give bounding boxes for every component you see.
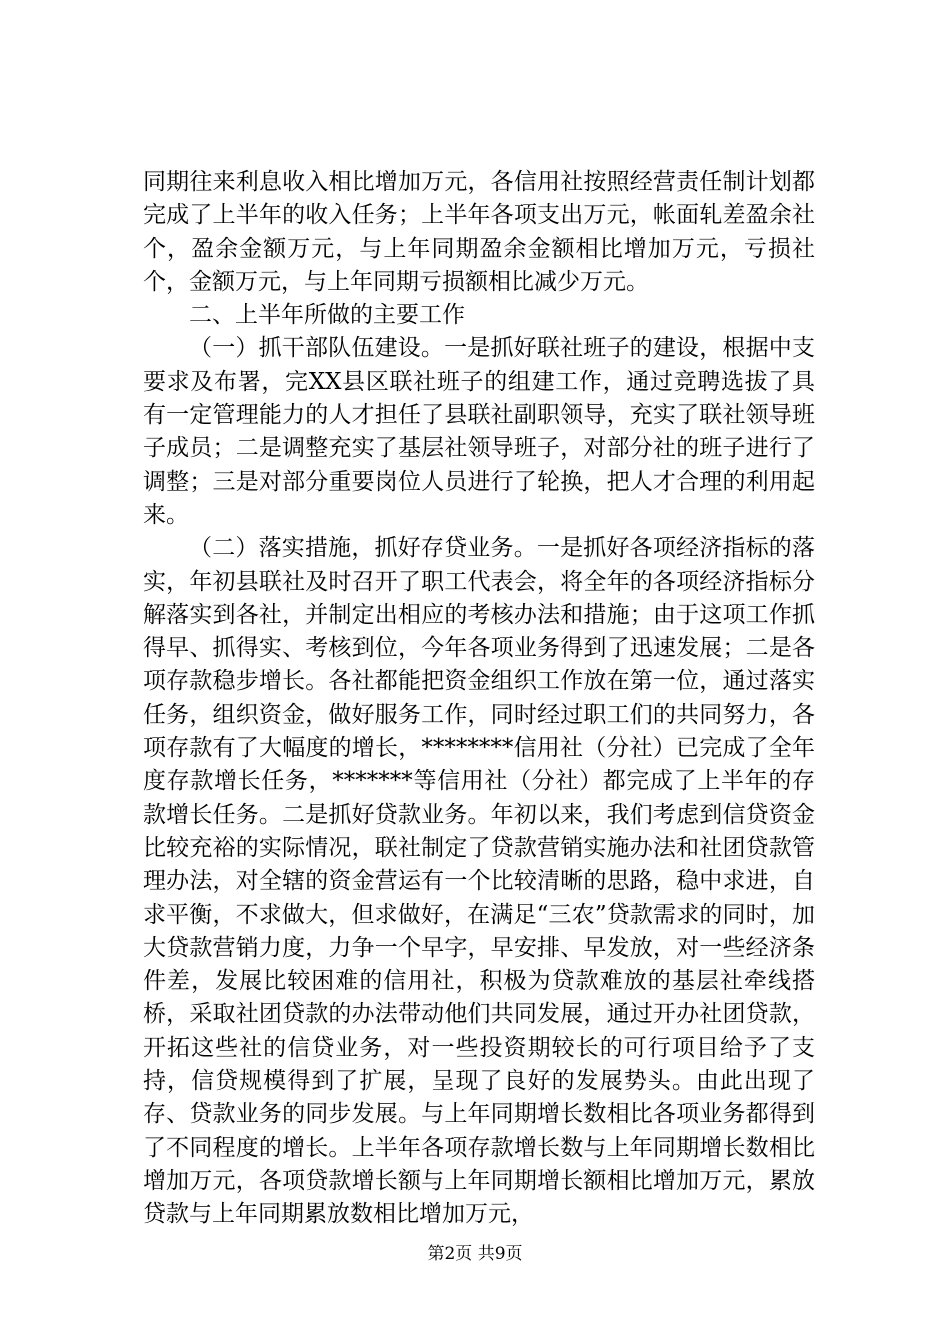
section-heading-main-work: 二、上半年所做的主要工作 [189,302,465,329]
page-number-footer: 第2页 共9页 [427,1244,523,1264]
paragraph-team-building: （一）抓干部队伍建设。一是抓好联社班子的建设，根据中支要求及布署，完XX县区联社班子的组建工作，通过竞聘选拔了具有一定管理能力的人才担任了县联社副职领导，充实了联社领导班子成员；二是调整充实了基层社领导班子，对部分社的班子进行了调整；三是对部分重要岗位人员进行了轮换，把人才合理的利用起来。 [143,335,815,528]
paragraph-deposit-loan: （二）落实措施，抓好存贷业务。一是抓好各项经济指标的落实，年初县联社及时召开了职工代表会，将全年的各项经济指标分解落实到各社，并制定出相应的考核办法和措施；由于这项工作抓得早、抓得实、考核到位，今年各项业务得到了迅速发展；二是各项存款稳步增长。各社都能把资金组织工作放在第一位，通过落实任务，组织资金，做好服务工作，同时经过职工们的共同努力，各项存款有了大幅度的增长，********信用社（分社）已完成了全年度存款增长任务，*******等信用社（分社）都完成了上半年的存款增长任务。二是抓好贷款业务。年初以来，我们考虑到信贷资金比较充裕的实际情况，联社制定了贷款营销实施办法和社团贷款管理办法，对全辖的资金营运有一个比较清晰的思路，稳中求进，自求平衡，不求做大，但求做好，在满足“三农”贷款需求的同时，加大贷款营销力度，力争一个早字，早安排、早发放，对一些经济条件差，发展比较困难的信用社，积极为贷款难放的基层社牵线搭桥，采取社团贷款的办法带动他们共同发展，通过开办社团贷款，开拓这些社的信贷业务，对一些投资期较长的可行项目给予了支持，信贷规模得到了扩展，呈现了良好的发展势头。由此出现了存、贷款业务的同步发展。与上年同期增长数相比各项业务都得到了不同程度的增长。上半年各项存款增长数与上年同期增长数相比增加万元，各项贷款增长额与上年同期增长额相比增加万元，累放贷款与上年同期累放数相比增加万元， [143,535,815,1228]
document-body [143,166,815,1232]
paragraph-income-summary: 同期往来利息收入相比增加万元，各信用社按照经营责任制计划都完成了上半年的收入任务；上半年各项支出万元，帐面轧差盈余社个，盈余金额万元，与上年同期盈余金额相比增加万元，亏损社个，金额万元，与上年同期亏损额相比减少万元。 [143,169,815,295]
